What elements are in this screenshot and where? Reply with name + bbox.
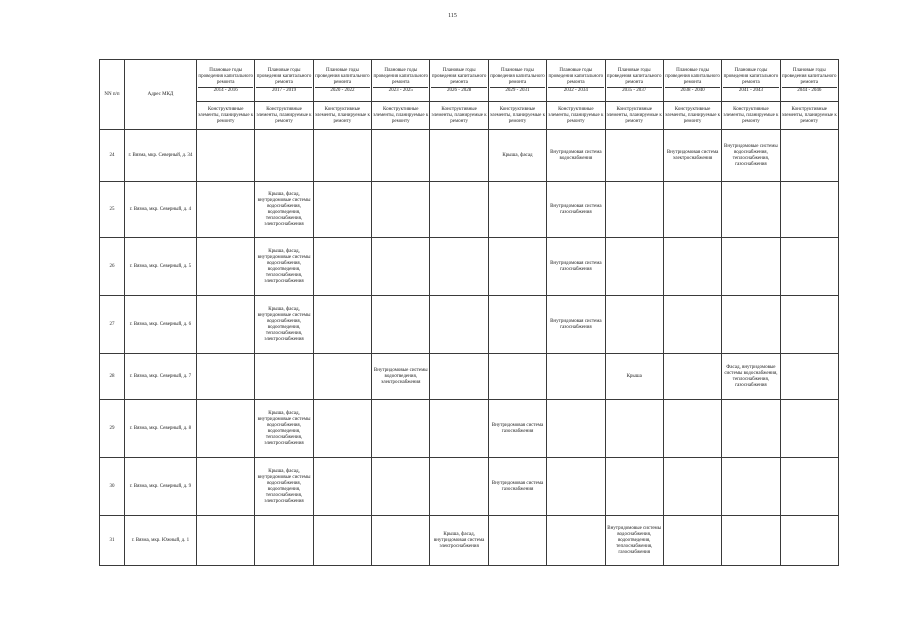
period-header [430,60,488,102]
element-cell [372,458,430,516]
elements-header: Конструктивные элементы, планируемые к ремонту [547,102,605,130]
element-cell [488,238,546,296]
period-years: 2044 - 2046 [782,87,837,94]
row-address: г. Вязма, мкр. Северный, д. 6 [125,296,197,354]
period-years: 2020 - 2022 [315,87,370,94]
element-cell [780,354,838,400]
element-cell [197,296,255,354]
period-years: 2017 - 2019 [256,87,311,94]
period-header [313,60,371,102]
element-cell [780,238,838,296]
element-cell: Внутридомовая система газоснабжения [547,238,605,296]
element-cell [372,296,430,354]
row-address: г. Вязма, мкр. Северный, д. 34 [125,130,197,182]
period-years: 2032 - 2034 [548,87,603,94]
elements-header: Конструктивные элементы, планируемые к ремонту [722,102,780,130]
element-cell: Крыша [605,354,663,400]
period-label: Плановые годы проведения капитального ремонта [665,67,720,85]
element-cell [313,354,371,400]
element-cell [722,400,780,458]
period-header [255,60,313,102]
elements-header: Конструктивные элементы, планируемые к ремонту [663,102,721,130]
element-cell [780,516,838,566]
element-cell [547,354,605,400]
table-row [100,516,839,566]
element-cell: Внутридомовые системы водоснабжения, водоотведения, теплоснабжения, газоснабжения [605,516,663,566]
table-row [100,130,839,182]
element-cell [663,182,721,238]
element-cell [430,354,488,400]
element-cell [372,130,430,182]
element-cell [488,516,546,566]
period-header [197,60,255,102]
element-cell: Внутридомовая система водоснабжения [547,130,605,182]
element-cell: Крыша, фасад, внутридомовая система электроснабжения [430,516,488,566]
period-label: Плановые годы проведения капитального ремонта [373,67,429,85]
address-header: Адрес МКД [125,60,197,130]
element-cell: Внутридомовая система газоснабжения [547,182,605,238]
table-row [100,458,839,516]
element-cell [197,516,255,566]
period-label: Плановые годы проведения капитального ремонта [256,67,312,85]
row-address: г. Вязма, мкр. Южный, д. 1 [125,516,197,566]
element-cell [663,296,721,354]
element-cell [722,238,780,296]
element-cell [605,296,663,354]
period-header [372,60,430,102]
element-cell [663,354,721,400]
elements-header: Конструктивные элементы, планируемые к ремонту [605,102,663,130]
table-row [100,182,839,238]
element-cell [255,354,313,400]
period-label: Плановые годы проведения капитального ремонта [606,67,662,85]
element-cell [722,182,780,238]
elements-header: Конструктивные элементы, планируемые к ремонту [255,102,313,130]
element-cell [488,182,546,238]
row-number: 30 [100,458,125,516]
period-header [488,60,546,102]
header-row-elements [100,102,839,130]
elements-header: Конструктивные элементы, планируемые к ремонту [197,102,255,130]
row-number: 28 [100,354,125,400]
element-cell [430,296,488,354]
period-label: Плановые годы проведения капитального ремонта [548,67,604,85]
element-cell [197,354,255,400]
element-cell: Внутридомовая система газоснабжения [547,296,605,354]
period-years: 2041 - 2043 [723,87,778,94]
element-cell [663,238,721,296]
element-cell: Крыша, фасад, внутридомовые системы водоснабжения, водоотведения, теплоснабжения, электроснабжения [255,458,313,516]
element-cell [780,182,838,238]
period-header [547,60,605,102]
element-cell [605,182,663,238]
period-label: Плановые годы проведения капитального ремонта [490,67,545,85]
element-cell: Внутридомовые системы водоотведения, электроснабжения [372,354,430,400]
row-address: г. Вязма, мкр. Северный, д. 8 [125,400,197,458]
period-label: Плановые годы проведения капитального ремонта [781,67,837,85]
row-address: г. Вязма, мкр. Северный, д. 9 [125,458,197,516]
element-cell [197,400,255,458]
page-number: 115 [448,13,457,19]
element-cell [313,130,371,182]
element-cell [313,458,371,516]
row-number: 25 [100,182,125,238]
element-cell [780,130,838,182]
table-row [100,400,839,458]
period-years: 2029 - 2031 [490,87,545,94]
period-years: 2014 - 2016 [198,87,253,94]
element-cell [722,458,780,516]
period-years: 2038 - 2040 [665,87,720,94]
element-cell [313,296,371,354]
period-label: Плановые годы проведения капитального ремонта [431,67,487,85]
element-cell [605,238,663,296]
element-cell: Крыша, фасад, внутридомовые системы водоснабжения, водоотведения, теплоснабжения, электроснабжения [255,400,313,458]
element-cell [255,516,313,566]
table-row [100,238,839,296]
element-cell [372,238,430,296]
element-cell [313,400,371,458]
element-cell [780,296,838,354]
element-cell [372,516,430,566]
element-cell [430,400,488,458]
element-cell [605,458,663,516]
element-cell [430,238,488,296]
element-cell: Внутридомовая система газоснабжения [488,458,546,516]
element-cell [547,400,605,458]
element-cell [197,458,255,516]
element-cell [547,516,605,566]
period-label: Плановые годы проведения капитального ремонта [315,67,370,85]
element-cell [313,238,371,296]
element-cell: Крыша, фасад, внутридомовые системы водоснабжения, водоотведения, теплоснабжения, электроснабжения [255,182,313,238]
element-cell [372,182,430,238]
period-label: Плановые годы проведения капитального ремонта [723,67,779,85]
element-cell: Внутридомовая система газоснабжения [488,400,546,458]
period-years: 2035 - 2037 [607,87,662,94]
element-cell [722,296,780,354]
element-cell [197,182,255,238]
element-cell [488,296,546,354]
elements-header: Конструктивные элементы, планируемые к ремонту [372,102,430,130]
row-number: 31 [100,516,125,566]
row-number: 26 [100,238,125,296]
element-cell [663,400,721,458]
row-number: 24 [100,130,125,182]
repair-plan-table [99,59,839,566]
period-header [780,60,838,102]
element-cell [197,130,255,182]
table-body [100,130,839,566]
header-row-periods [100,60,839,102]
row-address: г. Вязма, мкр. Северный, д. 5 [125,238,197,296]
element-cell [313,182,371,238]
row-number: 29 [100,400,125,458]
element-cell [197,238,255,296]
element-cell [605,400,663,458]
elements-header: Конструктивные элементы, планируемые к ремонту [488,102,546,130]
element-cell: Фасад, внутридомовые системы водоснабжения, теплоснабжения, газоснабжения [722,354,780,400]
period-label: Плановые годы проведения капитального ремонта [198,67,253,85]
element-cell [780,400,838,458]
element-cell [488,354,546,400]
element-cell [255,130,313,182]
element-cell [430,182,488,238]
element-cell [605,130,663,182]
element-cell [663,458,721,516]
row-number: 27 [100,296,125,354]
period-header [663,60,721,102]
element-cell: Крыша, фасад, внутридомовые системы водоснабжения, водоотведения, теплоснабжения, электроснабжения [255,296,313,354]
table-row [100,354,839,400]
element-cell [372,400,430,458]
row-address: г. Вязма, мкр. Северный, д. 7 [125,354,197,400]
element-cell [547,458,605,516]
period-header [722,60,780,102]
element-cell [780,458,838,516]
elements-header: Конструктивные элементы, планируемые к ремонту [430,102,488,130]
element-cell: Крыша, фасад, внутридомовые системы водоснабжения, водоотведения, теплоснабжения, электроснабжения [255,238,313,296]
period-years: 2026 - 2028 [431,87,486,94]
period-header [605,60,663,102]
num-header: NN п/п [100,60,125,130]
element-cell: Внутридомовая система электроснабжения [663,130,721,182]
element-cell [430,458,488,516]
row-address: г. Вязма, мкр. Северный, д. 4 [125,182,197,238]
table-row [100,296,839,354]
elements-header: Конструктивные элементы, планируемые к ремонту [780,102,838,130]
element-cell [663,516,721,566]
period-years: 2023 - 2025 [373,87,428,94]
element-cell [313,516,371,566]
element-cell: Крыша, фасад [488,130,546,182]
element-cell [722,516,780,566]
element-cell: Внутридомовые системы водоснабжения, теплоснабжения, газоснабжения [722,130,780,182]
elements-header: Конструктивные элементы, планируемые к ремонту [313,102,371,130]
element-cell [430,130,488,182]
